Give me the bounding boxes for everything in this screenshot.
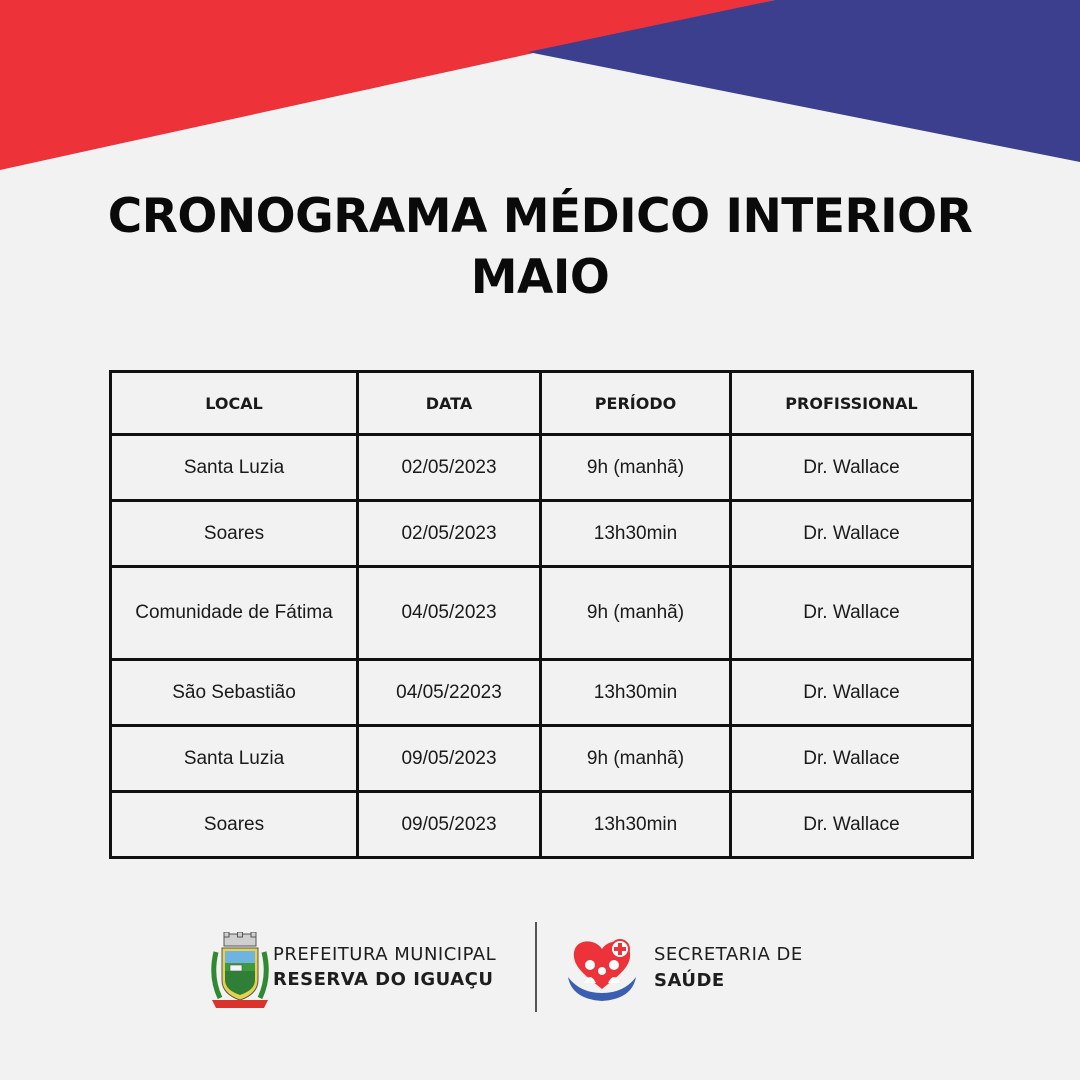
title-line-1: CRONOGRAMA MÉDICO INTERIOR [107,189,973,244]
cell-data: 04/05/22023 [358,660,541,726]
table-row [111,567,973,660]
table-row [111,726,973,792]
table-row [111,435,973,501]
footer-divider [535,922,537,1012]
secretaria-text [654,942,803,994]
header-banner [0,0,1080,200]
cell-periodo: 13h30min [541,501,731,567]
table-row [111,660,973,726]
header-local: LOCAL [111,372,358,435]
header-profissional: PROFISSIONAL [731,372,973,435]
cell-local: Comunidade de Fátima [111,567,358,660]
cell-periodo: 13h30min [541,792,731,858]
cell-periodo: 9h (manhã) [541,435,731,501]
prefeitura-line-2: RESERVA DO IGUAÇU [273,969,494,990]
cell-profissional: Dr. Wallace [731,726,973,792]
cell-periodo: 9h (manhã) [541,567,731,660]
table-row [111,792,973,858]
prefeitura-text [273,942,496,992]
page-title [0,186,1080,308]
cell-data: 09/05/2023 [358,726,541,792]
title-line-2: MAIO [470,250,610,305]
municipal-coat-of-arms-icon [210,932,270,1012]
table-row [111,501,973,567]
cell-data: 02/05/2023 [358,501,541,567]
cell-data: 02/05/2023 [358,435,541,501]
cell-local: Soares [111,792,358,858]
cell-local: São Sebastião [111,660,358,726]
cell-local: Soares [111,501,358,567]
prefeitura-line-1: PREFEITURA MUNICIPAL [273,944,497,965]
cell-periodo: 13h30min [541,660,731,726]
schedule-table [109,370,974,859]
cell-profissional: Dr. Wallace [731,501,973,567]
footer [0,920,1080,1015]
cell-data: 09/05/2023 [358,792,541,858]
cell-local: Santa Luzia [111,726,358,792]
secretaria-line-2: SAÚDE [654,970,725,991]
cell-local: Santa Luzia [111,435,358,501]
health-family-heart-hands-icon [564,935,640,1007]
header-data: DATA [358,372,541,435]
cell-periodo: 9h (manhã) [541,726,731,792]
cell-profissional: Dr. Wallace [731,660,973,726]
table-header-row [111,372,973,435]
cell-profissional: Dr. Wallace [731,792,973,858]
cell-profissional: Dr. Wallace [731,567,973,660]
secretaria-line-1: SECRETARIA DE [654,944,803,965]
header-periodo: PERÍODO [541,372,731,435]
cell-data: 04/05/2023 [358,567,541,660]
cell-profissional: Dr. Wallace [731,435,973,501]
